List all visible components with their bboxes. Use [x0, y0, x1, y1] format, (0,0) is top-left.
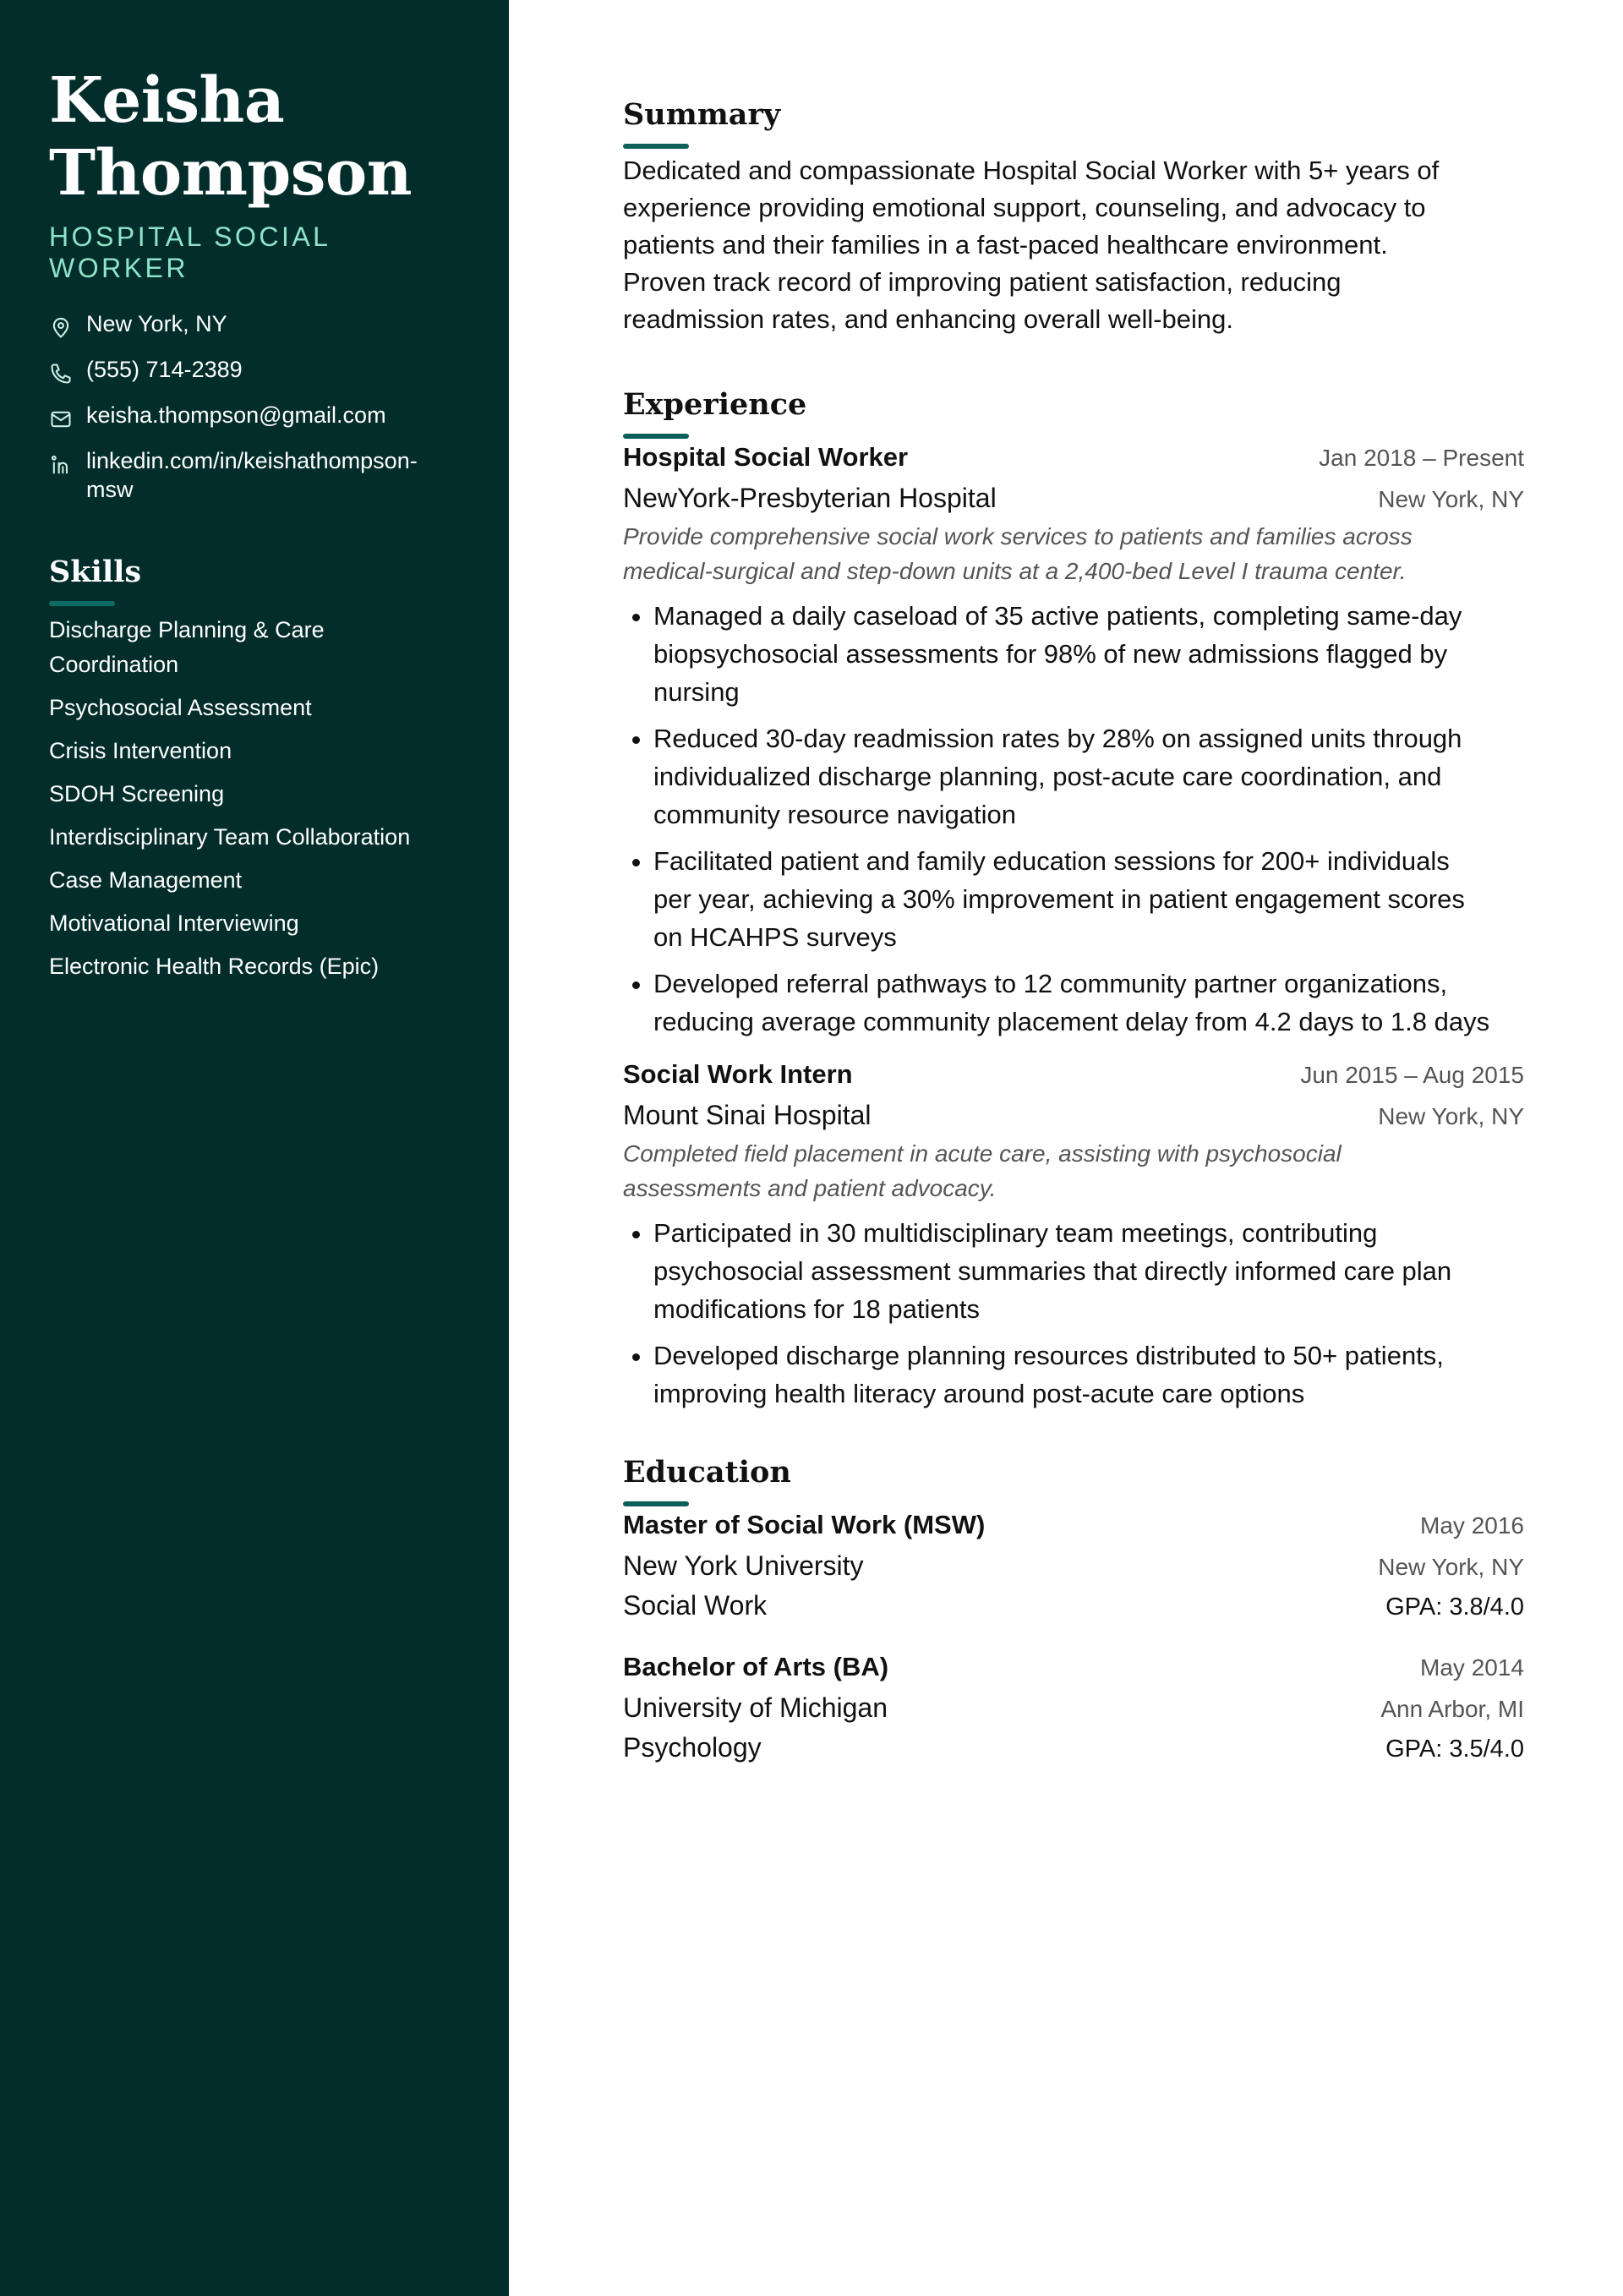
summary-section: [623, 97, 1524, 338]
job-bullets: [623, 597, 1524, 1041]
skill-item: Psychosocial Assessment: [49, 695, 312, 720]
education-entry: [623, 1510, 1524, 1621]
summary-heading: Summary: [623, 97, 781, 132]
graduation-date: May 2014: [1420, 1654, 1524, 1681]
bullet-item: [653, 597, 1524, 711]
description-line: assessments and patient advocacy.: [623, 1175, 997, 1201]
field-of-study: Psychology: [623, 1732, 762, 1763]
school-location: Ann Arbor, MI: [1380, 1696, 1524, 1722]
degree-row: [623, 1510, 1524, 1540]
gpa: GPA: 3.5/4.0: [1385, 1736, 1524, 1763]
degree-row: [623, 1652, 1524, 1682]
linkedin-icon: [49, 453, 73, 477]
first-name: Keisha: [49, 64, 285, 137]
bullet-line: • Developed discharge planning resources distributed to 50+ patients,: [653, 1341, 1444, 1370]
bullet-line: modifications for 18 patients: [653, 1294, 980, 1324]
bullet-item: [653, 842, 1524, 956]
job-description: [623, 1136, 1524, 1205]
summary-line: Proven track record of improving patient satisfaction, reducing: [623, 267, 1342, 297]
education-entry: [623, 1652, 1524, 1763]
skill-item: Electronic Health Records (Epic): [49, 954, 380, 979]
job-bullets: [623, 1214, 1524, 1413]
contact-phone: [49, 355, 460, 385]
experience-section: [623, 387, 1524, 1413]
description-line: Provide comprehensive social work services to patients and families across: [623, 523, 1413, 549]
skill-item: SDOH Screening: [49, 781, 225, 806]
location-text: New York, NY: [86, 311, 227, 336]
job-entry: [623, 1059, 1524, 1413]
description-line: medical-surgical and step-down units at a 2,400-bed Level I trauma center.: [623, 558, 1407, 584]
job-location: New York, NY: [1378, 1103, 1524, 1129]
skill-item: Crisis Intervention: [49, 738, 232, 763]
last-name: Thompson: [49, 137, 413, 210]
bullet-line: individualized discharge planning, post-acute care coordination, and: [653, 762, 1442, 791]
job-dates: Jan 2018 – Present: [1319, 445, 1524, 471]
skill-item: Case Management: [49, 867, 243, 893]
description-line: Completed field placement in acute care, assisting with psychosocial: [623, 1140, 1342, 1167]
summary-rule: [623, 144, 689, 149]
mail-icon: [49, 407, 73, 431]
job-location: New York, NY: [1378, 486, 1524, 512]
bullet-line: • Facilitated patient and family education sessions for 200+ individuals: [653, 846, 1450, 876]
skill-item: Motivational Interviewing: [49, 910, 299, 936]
bullet-item: [653, 1337, 1524, 1413]
bullet-line: biopsychosocial assessments for 98% of new admissions flagged by: [653, 639, 1448, 669]
email-link[interactable]: keisha.thompson@gmail.com: [86, 402, 386, 428]
graduation-date: May 2016: [1420, 1512, 1524, 1539]
school-row: [623, 1692, 1524, 1724]
bullet-line: • Developed referral pathways to 12 community partner organizations,: [653, 969, 1448, 998]
bullet-line: on HCAHPS surveys: [653, 922, 897, 952]
degree: Master of Social Work (MSW): [623, 1510, 986, 1539]
summary-line: readmission rates, and enhancing overall well-being.: [623, 304, 1234, 334]
main-content: [623, 0, 1524, 1763]
linkedin-line-2: msw: [86, 477, 134, 502]
job-title-headline: HOSPITAL SOCIAL WORKER: [49, 221, 331, 283]
job-header: [623, 442, 1524, 473]
contact-email: [49, 401, 460, 431]
education-rule: [623, 1501, 689, 1506]
candidate-name: [49, 64, 460, 210]
field-row: [623, 1732, 1524, 1763]
field-of-study: Social Work: [623, 1590, 768, 1621]
bullet-line: reducing average community placement delay from 4.2 days to 1.8 days: [653, 1007, 1490, 1036]
summary-line: experience providing emotional support, counseling, and advocacy to: [623, 193, 1426, 222]
contact-linkedin: [49, 446, 460, 504]
job-header: [623, 1059, 1524, 1090]
bullet-line: psychosocial assessment summaries that directly informed care plan: [653, 1256, 1452, 1286]
job-title: Social Work Intern: [623, 1059, 853, 1089]
field-row: [623, 1590, 1524, 1621]
job-entry: [623, 442, 1524, 1041]
bullet-line: per year, achieving a 30% improvement in patient engagement scores: [653, 884, 1465, 914]
sidebar: [0, 0, 509, 2296]
bullet-line: nursing: [653, 677, 740, 707]
school-name: New York University: [623, 1550, 864, 1581]
skills-rule: [49, 601, 115, 606]
skill-item: Interdisciplinary Team Collaboration: [49, 824, 411, 850]
education-section: [623, 1455, 1524, 1763]
job-dates: Jun 2015 – Aug 2015: [1300, 1062, 1524, 1088]
bullet-item: [653, 965, 1524, 1041]
bullet-line: • Reduced 30-day readmission rates by 28% on assigned units through: [653, 724, 1462, 753]
phone-icon: [49, 362, 73, 385]
linkedin-link[interactable]: [86, 446, 418, 504]
school-name: University of Michigan: [623, 1692, 888, 1723]
job-description: [623, 519, 1524, 588]
school-row: [623, 1550, 1524, 1582]
experience-heading: Experience: [623, 387, 807, 422]
school-location: New York, NY: [1378, 1554, 1524, 1580]
job-org-row: [623, 1100, 1524, 1131]
phone-text: (555) 714-2389: [86, 357, 243, 382]
skill-text: Discharge Planning & Care: [49, 617, 325, 642]
contact-list: [49, 309, 460, 504]
skill-text-continued: Coordination: [49, 652, 179, 677]
bullet-line: improving health literacy around post-acute care options: [653, 1379, 1305, 1408]
job-organization: NewYork-Presbyterian Hospital: [623, 483, 997, 513]
bullet-item: [653, 719, 1524, 834]
contact-location: [49, 309, 460, 340]
degree: Bachelor of Arts (BA): [623, 1652, 889, 1681]
summary-line: patients and their families in a fast-paced healthcare environment.: [623, 230, 1388, 260]
bullet-item: [653, 1214, 1524, 1328]
job-organization: Mount Sinai Hospital: [623, 1100, 872, 1130]
experience-rule: [623, 434, 689, 439]
map-pin-icon: [49, 316, 73, 340]
skills-list: [49, 613, 460, 984]
bullet-line: • Participated in 30 multidisciplinary team meetings, contributing: [653, 1218, 1378, 1248]
gpa: GPA: 3.8/4.0: [1385, 1594, 1524, 1621]
linkedin-line-1: linkedin.com/in/keishathompson-: [86, 448, 418, 473]
bullet-line: community resource navigation: [653, 800, 1017, 829]
job-org-row: [623, 483, 1524, 514]
summary-text: [623, 152, 1524, 338]
bullet-line: • Managed a daily caseload of 35 active patients, completing same-day: [653, 601, 1462, 631]
skill-item: [49, 613, 460, 682]
job-title: Hospital Social Worker: [623, 442, 909, 472]
summary-line: Dedicated and compassionate Hospital Social Worker with 5+ years of: [623, 156, 1440, 185]
education-heading: Education: [623, 1455, 791, 1490]
skills-heading: Skills: [49, 555, 142, 589]
